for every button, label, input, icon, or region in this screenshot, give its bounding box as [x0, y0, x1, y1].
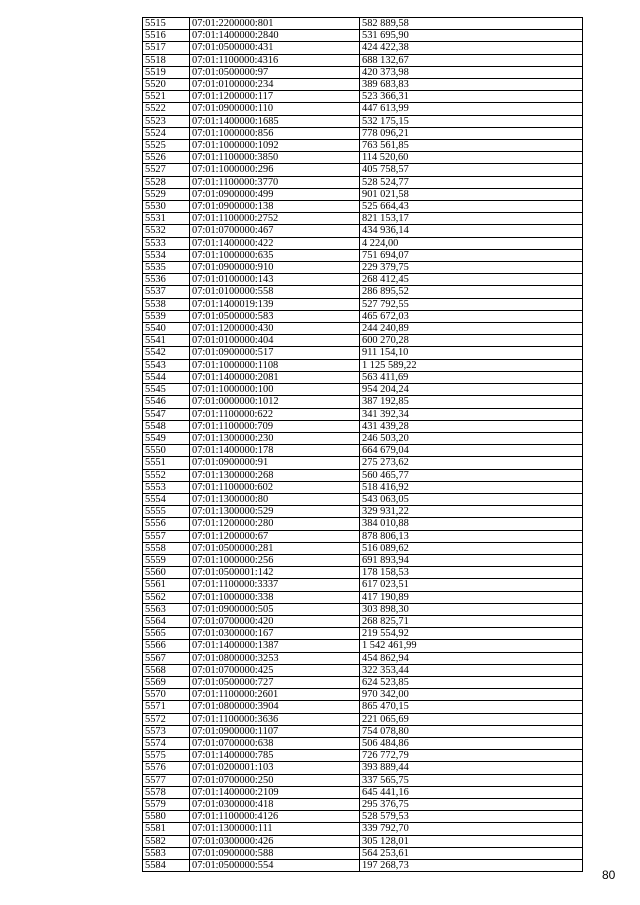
table-row — [143, 298, 583, 310]
table-row — [143, 652, 583, 664]
row-number-cell: 5567 — [143, 652, 190, 664]
table-row — [143, 213, 583, 225]
cadastral-number-cell: 07:01:1400019:139 — [190, 298, 360, 310]
table-row — [143, 286, 583, 298]
value-cell: 387 192,85 — [360, 396, 583, 408]
table-row — [143, 835, 583, 847]
table-row — [143, 713, 583, 725]
row-number-cell: 5559 — [143, 554, 190, 566]
cadastral-number-cell: 07:01:1000000:256 — [190, 554, 360, 566]
table-row — [143, 847, 583, 859]
row-number-cell: 5524 — [143, 127, 190, 139]
row-number-cell: 5544 — [143, 371, 190, 383]
table-row — [143, 554, 583, 566]
table-row — [143, 457, 583, 469]
cadastral-number-cell: 07:01:1300000:80 — [190, 493, 360, 505]
row-number-cell: 5538 — [143, 298, 190, 310]
table-row — [143, 310, 583, 322]
value-cell: 405 758,57 — [360, 164, 583, 176]
table-row — [143, 176, 583, 188]
cadastral-number-cell: 07:01:0300000:167 — [190, 628, 360, 640]
cadastral-number-cell: 07:01:0300000:426 — [190, 835, 360, 847]
row-number-cell: 5550 — [143, 445, 190, 457]
cadastral-number-cell: 07:01:0900000:1107 — [190, 725, 360, 737]
value-cell: 389 683,83 — [360, 79, 583, 91]
value-cell: 617 023,51 — [360, 579, 583, 591]
row-number-cell: 5543 — [143, 359, 190, 371]
table-body — [143, 18, 583, 872]
cadastral-number-cell: 07:01:1100000:3850 — [190, 152, 360, 164]
table-row — [143, 823, 583, 835]
value-cell: 531 695,90 — [360, 30, 583, 42]
table-row — [143, 628, 583, 640]
row-number-cell: 5523 — [143, 115, 190, 127]
value-cell: 763 561,85 — [360, 140, 583, 152]
cadastral-number-cell: 07:01:1300000:529 — [190, 506, 360, 518]
row-number-cell: 5528 — [143, 176, 190, 188]
cadastral-number-cell: 07:01:2200000:801 — [190, 18, 360, 30]
row-number-cell: 5584 — [143, 860, 190, 872]
row-number-cell: 5547 — [143, 408, 190, 420]
cadastral-number-cell: 07:01:0500001:142 — [190, 567, 360, 579]
row-number-cell: 5536 — [143, 274, 190, 286]
cadastral-number-cell: 07:01:1100000:2601 — [190, 689, 360, 701]
cadastral-number-cell: 07:01:1000000:100 — [190, 384, 360, 396]
value-cell: 970 342,00 — [360, 689, 583, 701]
table-row — [143, 799, 583, 811]
cadastral-number-cell: 07:01:1000000:635 — [190, 249, 360, 261]
table-row — [143, 323, 583, 335]
value-cell: 393 889,44 — [360, 762, 583, 774]
cadastral-number-cell: 07:01:1100000:3770 — [190, 176, 360, 188]
cadastral-number-cell: 07:01:0100000:143 — [190, 274, 360, 286]
value-cell: 1 125 589,22 — [360, 359, 583, 371]
table-row — [143, 54, 583, 66]
table-row — [143, 701, 583, 713]
value-cell: 582 889,58 — [360, 18, 583, 30]
table-row — [143, 188, 583, 200]
value-cell: 543 063,05 — [360, 493, 583, 505]
value-cell: 563 411,69 — [360, 371, 583, 383]
cadastral-number-cell: 07:01:0700000:425 — [190, 664, 360, 676]
value-cell: 465 672,03 — [360, 310, 583, 322]
cadastral-number-cell: 07:01:1300000:268 — [190, 469, 360, 481]
cadastral-number-cell: 07:01:1400000:2109 — [190, 786, 360, 798]
value-cell: 268 412,45 — [360, 274, 583, 286]
table-row — [143, 860, 583, 872]
cadastral-number-cell: 07:01:0500000:281 — [190, 542, 360, 554]
value-cell: 564 253,61 — [360, 847, 583, 859]
cadastral-number-cell: 07:01:1100000:3337 — [190, 579, 360, 591]
row-number-cell: 5530 — [143, 201, 190, 213]
cadastral-number-cell: 07:01:0500000:727 — [190, 676, 360, 688]
cadastral-number-cell: 07:01:0800000:3253 — [190, 652, 360, 664]
table-row — [143, 237, 583, 249]
table-row — [143, 774, 583, 786]
row-number-cell: 5553 — [143, 481, 190, 493]
row-number-cell: 5549 — [143, 432, 190, 444]
row-number-cell: 5541 — [143, 335, 190, 347]
table-row — [143, 42, 583, 54]
value-cell: 339 792,70 — [360, 823, 583, 835]
cadastral-number-cell: 07:01:0200001:103 — [190, 762, 360, 774]
value-cell: 417 190,89 — [360, 591, 583, 603]
row-number-cell: 5579 — [143, 799, 190, 811]
row-number-cell: 5566 — [143, 640, 190, 652]
value-cell: 229 379,75 — [360, 262, 583, 274]
value-cell: 754 078,80 — [360, 725, 583, 737]
table-row — [143, 115, 583, 127]
value-cell: 527 792,55 — [360, 298, 583, 310]
row-number-cell: 5570 — [143, 689, 190, 701]
row-number-cell: 5520 — [143, 79, 190, 91]
row-number-cell: 5529 — [143, 188, 190, 200]
cadastral-number-cell: 07:01:0500000:97 — [190, 66, 360, 78]
value-cell: 532 175,15 — [360, 115, 583, 127]
row-number-cell: 5565 — [143, 628, 190, 640]
value-cell: 337 565,75 — [360, 774, 583, 786]
value-cell: 954 204,24 — [360, 384, 583, 396]
row-number-cell: 5519 — [143, 66, 190, 78]
table-row — [143, 603, 583, 615]
value-cell: 219 554,92 — [360, 628, 583, 640]
cadastral-number-cell: 07:01:1100000:2752 — [190, 213, 360, 225]
row-number-cell: 5575 — [143, 750, 190, 762]
value-cell: 221 065,69 — [360, 713, 583, 725]
value-cell: 901 021,58 — [360, 188, 583, 200]
table-row — [143, 664, 583, 676]
cadastral-number-cell: 07:01:1400000:422 — [190, 237, 360, 249]
table-row — [143, 762, 583, 774]
value-cell: 865 470,15 — [360, 701, 583, 713]
table-row — [143, 408, 583, 420]
table-row — [143, 66, 583, 78]
row-number-cell: 5552 — [143, 469, 190, 481]
table-row — [143, 567, 583, 579]
row-number-cell: 5562 — [143, 591, 190, 603]
row-number-cell: 5561 — [143, 579, 190, 591]
value-cell: 305 128,01 — [360, 835, 583, 847]
value-cell: 244 240,89 — [360, 323, 583, 335]
value-cell: 726 772,79 — [360, 750, 583, 762]
row-number-cell: 5571 — [143, 701, 190, 713]
cadastral-number-cell: 07:01:0900000:910 — [190, 262, 360, 274]
value-cell: 516 089,62 — [360, 542, 583, 554]
table-row — [143, 737, 583, 749]
cadastral-value-table — [142, 17, 583, 872]
table-row — [143, 432, 583, 444]
value-cell: 911 154,10 — [360, 347, 583, 359]
table-row — [143, 640, 583, 652]
table-row — [143, 91, 583, 103]
cadastral-number-cell: 07:01:1000000:296 — [190, 164, 360, 176]
value-cell: 303 898,30 — [360, 603, 583, 615]
row-number-cell: 5533 — [143, 237, 190, 249]
value-cell: 322 353,44 — [360, 664, 583, 676]
row-number-cell: 5577 — [143, 774, 190, 786]
cadastral-number-cell: 07:01:1400000:2840 — [190, 30, 360, 42]
table-row — [143, 152, 583, 164]
row-number-cell: 5582 — [143, 835, 190, 847]
cadastral-number-cell: 07:01:0900000:91 — [190, 457, 360, 469]
row-number-cell: 5532 — [143, 225, 190, 237]
value-cell: 523 366,31 — [360, 91, 583, 103]
cadastral-number-cell: 07:01:1400000:178 — [190, 445, 360, 457]
value-cell: 821 153,17 — [360, 213, 583, 225]
table-row — [143, 615, 583, 627]
row-number-cell: 5572 — [143, 713, 190, 725]
row-number-cell: 5548 — [143, 420, 190, 432]
row-number-cell: 5516 — [143, 30, 190, 42]
row-number-cell: 5526 — [143, 152, 190, 164]
table-row — [143, 18, 583, 30]
value-cell: 286 895,52 — [360, 286, 583, 298]
value-cell: 664 679,04 — [360, 445, 583, 457]
table-row — [143, 591, 583, 603]
cadastral-number-cell: 07:01:1100000:602 — [190, 481, 360, 493]
row-number-cell: 5581 — [143, 823, 190, 835]
table-row — [143, 30, 583, 42]
value-cell: 178 158,53 — [360, 567, 583, 579]
cadastral-number-cell: 07:01:1400000:785 — [190, 750, 360, 762]
table-row — [143, 359, 583, 371]
row-number-cell: 5558 — [143, 542, 190, 554]
cadastral-number-cell: 07:01:0000000:1012 — [190, 396, 360, 408]
row-number-cell: 5546 — [143, 396, 190, 408]
row-number-cell: 5557 — [143, 530, 190, 542]
table-row — [143, 335, 583, 347]
cadastral-number-cell: 07:01:0700000:467 — [190, 225, 360, 237]
value-cell: 329 931,22 — [360, 506, 583, 518]
value-cell: 528 579,53 — [360, 811, 583, 823]
row-number-cell: 5569 — [143, 676, 190, 688]
cadastral-number-cell: 07:01:1100000:709 — [190, 420, 360, 432]
value-cell: 560 465,77 — [360, 469, 583, 481]
value-cell: 878 806,13 — [360, 530, 583, 542]
table-row — [143, 396, 583, 408]
row-number-cell: 5580 — [143, 811, 190, 823]
cadastral-number-cell: 07:01:1000000:1108 — [190, 359, 360, 371]
cadastral-number-cell: 07:01:0500000:554 — [190, 860, 360, 872]
cadastral-number-cell: 07:01:1100000:4126 — [190, 811, 360, 823]
cadastral-number-cell: 07:01:1400000:1685 — [190, 115, 360, 127]
cadastral-number-cell: 07:01:0900000:588 — [190, 847, 360, 859]
cadastral-number-cell: 07:01:1300000:111 — [190, 823, 360, 835]
value-cell: 528 524,77 — [360, 176, 583, 188]
table-row — [143, 445, 583, 457]
value-cell: 384 010,88 — [360, 518, 583, 530]
table-row — [143, 262, 583, 274]
table-row — [143, 579, 583, 591]
cadastral-number-cell: 07:01:0900000:138 — [190, 201, 360, 213]
value-cell: 447 613,99 — [360, 103, 583, 115]
row-number-cell: 5563 — [143, 603, 190, 615]
table-row — [143, 676, 583, 688]
row-number-cell: 5515 — [143, 18, 190, 30]
table-row — [143, 506, 583, 518]
cadastral-number-cell: 07:01:0900000:517 — [190, 347, 360, 359]
value-cell: 420 373,98 — [360, 66, 583, 78]
cadastral-number-cell: 07:01:1000000:1092 — [190, 140, 360, 152]
cadastral-number-cell: 07:01:0100000:234 — [190, 79, 360, 91]
row-number-cell: 5518 — [143, 54, 190, 66]
row-number-cell: 5535 — [143, 262, 190, 274]
table-row — [143, 469, 583, 481]
value-cell: 518 416,92 — [360, 481, 583, 493]
value-cell: 525 664,43 — [360, 201, 583, 213]
table-row — [143, 420, 583, 432]
table-row — [143, 750, 583, 762]
row-number-cell: 5534 — [143, 249, 190, 261]
table-row — [143, 127, 583, 139]
value-cell: 246 503,20 — [360, 432, 583, 444]
value-cell: 454 862,94 — [360, 652, 583, 664]
cadastral-number-cell: 07:01:1200000:280 — [190, 518, 360, 530]
table-row — [143, 481, 583, 493]
value-cell: 691 893,94 — [360, 554, 583, 566]
cadastral-value-table-container — [142, 17, 581, 872]
value-cell: 341 392,34 — [360, 408, 583, 420]
value-cell: 778 096,21 — [360, 127, 583, 139]
cadastral-number-cell: 07:01:1000000:338 — [190, 591, 360, 603]
row-number-cell: 5564 — [143, 615, 190, 627]
row-number-cell: 5527 — [143, 164, 190, 176]
value-cell: 424 422,38 — [360, 42, 583, 54]
row-number-cell: 5522 — [143, 103, 190, 115]
row-number-cell: 5555 — [143, 506, 190, 518]
row-number-cell: 5521 — [143, 91, 190, 103]
value-cell: 506 484,86 — [360, 737, 583, 749]
row-number-cell: 5573 — [143, 725, 190, 737]
table-row — [143, 274, 583, 286]
row-number-cell: 5583 — [143, 847, 190, 859]
table-row — [143, 786, 583, 798]
table-row — [143, 542, 583, 554]
page-number: 80 — [602, 868, 616, 882]
table-row — [143, 79, 583, 91]
table-row — [143, 225, 583, 237]
value-cell: 275 273,62 — [360, 457, 583, 469]
cadastral-number-cell: 07:01:0300000:418 — [190, 799, 360, 811]
value-cell: 1 542 461,99 — [360, 640, 583, 652]
value-cell: 434 936,14 — [360, 225, 583, 237]
table-row — [143, 689, 583, 701]
cadastral-number-cell: 07:01:1200000:430 — [190, 323, 360, 335]
cadastral-number-cell: 07:01:0100000:404 — [190, 335, 360, 347]
cadastral-number-cell: 07:01:1200000:67 — [190, 530, 360, 542]
value-cell: 268 825,71 — [360, 615, 583, 627]
table-row — [143, 201, 583, 213]
table-row — [143, 493, 583, 505]
cadastral-number-cell: 07:01:0900000:505 — [190, 603, 360, 615]
table-row — [143, 811, 583, 823]
cadastral-number-cell: 07:01:0500000:583 — [190, 310, 360, 322]
cadastral-number-cell: 07:01:1300000:230 — [190, 432, 360, 444]
row-number-cell: 5542 — [143, 347, 190, 359]
cadastral-number-cell: 07:01:0900000:110 — [190, 103, 360, 115]
value-cell: 600 270,28 — [360, 335, 583, 347]
row-number-cell: 5560 — [143, 567, 190, 579]
row-number-cell: 5531 — [143, 213, 190, 225]
row-number-cell: 5517 — [143, 42, 190, 54]
cadastral-number-cell: 07:01:0800000:3904 — [190, 701, 360, 713]
row-number-cell: 5545 — [143, 384, 190, 396]
row-number-cell: 5539 — [143, 310, 190, 322]
cadastral-number-cell: 07:01:1100000:4316 — [190, 54, 360, 66]
value-cell: 624 523,85 — [360, 676, 583, 688]
value-cell: 295 376,75 — [360, 799, 583, 811]
cadastral-number-cell: 07:01:1200000:117 — [190, 91, 360, 103]
row-number-cell: 5537 — [143, 286, 190, 298]
table-row — [143, 164, 583, 176]
row-number-cell: 5568 — [143, 664, 190, 676]
row-number-cell: 5540 — [143, 323, 190, 335]
table-row — [143, 347, 583, 359]
table-row — [143, 103, 583, 115]
row-number-cell: 5556 — [143, 518, 190, 530]
value-cell: 197 268,73 — [360, 860, 583, 872]
value-cell: 688 132,67 — [360, 54, 583, 66]
cadastral-number-cell: 07:01:0700000:250 — [190, 774, 360, 786]
row-number-cell: 5576 — [143, 762, 190, 774]
cadastral-number-cell: 07:01:0100000:558 — [190, 286, 360, 298]
row-number-cell: 5525 — [143, 140, 190, 152]
table-row — [143, 384, 583, 396]
cadastral-number-cell: 07:01:1100000:3636 — [190, 713, 360, 725]
cadastral-number-cell: 07:01:0700000:638 — [190, 737, 360, 749]
value-cell: 114 520,60 — [360, 152, 583, 164]
row-number-cell: 5578 — [143, 786, 190, 798]
row-number-cell: 5554 — [143, 493, 190, 505]
table-row — [143, 140, 583, 152]
table-row — [143, 725, 583, 737]
value-cell: 4 224,00 — [360, 237, 583, 249]
table-row — [143, 371, 583, 383]
cadastral-number-cell: 07:01:1400000:2081 — [190, 371, 360, 383]
cadastral-number-cell: 07:01:1000000:856 — [190, 127, 360, 139]
row-number-cell: 5551 — [143, 457, 190, 469]
cadastral-number-cell: 07:01:1400000:1387 — [190, 640, 360, 652]
table-row — [143, 249, 583, 261]
cadastral-number-cell: 07:01:1100000:622 — [190, 408, 360, 420]
row-number-cell: 5574 — [143, 737, 190, 749]
table-row — [143, 530, 583, 542]
value-cell: 431 439,28 — [360, 420, 583, 432]
value-cell: 645 441,16 — [360, 786, 583, 798]
table-row — [143, 518, 583, 530]
cadastral-number-cell: 07:01:0900000:499 — [190, 188, 360, 200]
cadastral-number-cell: 07:01:0700000:420 — [190, 615, 360, 627]
value-cell: 751 694,07 — [360, 249, 583, 261]
cadastral-number-cell: 07:01:0500000:431 — [190, 42, 360, 54]
